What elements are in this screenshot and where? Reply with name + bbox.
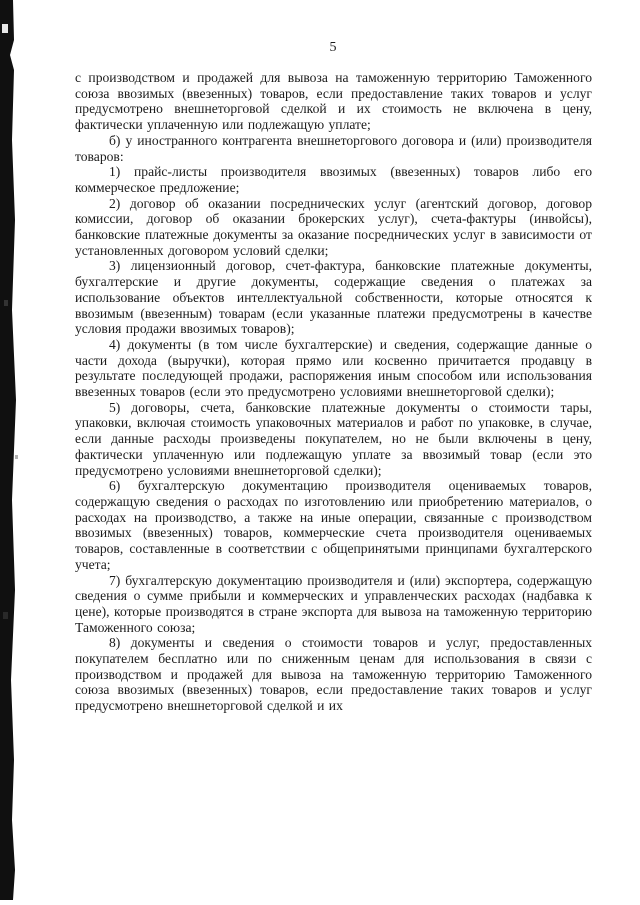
page-number: 5 xyxy=(329,40,338,55)
paragraph-item-3: 3) лицензионный договор, счет-фактура, банковские платежные документы, бухгалтерские и другие документы, содержащие сведения о платежах за использование объектов интеллектуальной собственности, которые относятся к ввозимым (ввезенным) товарам (если указанные платежи предусмотрены в качестве условия продажи ввозимых товаров); xyxy=(75,258,592,337)
paragraph-item-2: 2) договор об оказании посреднических услуг (агентский договор, договор комиссии, договор об оказании брокерских услуг), счета-фактуры (инвойсы), банковские платежные документы за оказание посреднических услуг в зависимости от установленных договором условий сделки; xyxy=(75,195,592,258)
paragraph-item-7: 7) бухгалтерскую документацию производителя и (или) экспортера, содержащую сведения о сумме прибыли и коммерческих и управленческих расходах (надбавка к цене), которые производятся в стране экспорта для вывоза на таможенную территорию Таможенного союза; xyxy=(75,572,592,635)
document-page xyxy=(75,40,592,714)
scan-binding-edge-shape xyxy=(0,0,22,900)
paragraph-item-6: 6) бухгалтерскую документацию производителя оцениваемых товаров, содержащую сведения о расходах по изготовлению или приобретению материалов, о расходах на производство, а также на иные операции, связанные с производством ввозимых (ввезенных) товаров, коммерческие счета производителя оцениваемых товаров, составленные в соответствии с общепринятыми принципами бухгалтерского учета; xyxy=(75,478,592,572)
text-column xyxy=(75,70,592,714)
paragraph-item-1: 1) прайс-листы производителя ввозимых (ввезенных) товаров либо его коммерческое предложение; xyxy=(75,164,592,195)
paragraph-item-5: 5) договоры, счета, банковские платежные документы о стоимости тары, упаковки, включая стоимость упаковочных материалов и работ по упаковке, в случае, если данные расходы произведены покупателем, но не были включены в цену, фактически уплаченную или подлежащую уплате за ввозимый товар (если это предусмотрено условиями внешнеторговой сделки); xyxy=(75,399,592,478)
paragraph-continuation: с производством и продажей для вывоза на таможенную территорию Таможенного союза ввозимых (ввезенных) товаров, если предоставление таких товаров и услуг предусмотрено внешнеторговой сделкой и их стоимость не включена в цену, фактически уплаченную или подлежащую уплате; xyxy=(75,70,592,133)
scan-binding-edge-artifact xyxy=(0,0,22,900)
paragraph-item-4: 4) документы (в том числе бухгалтерские) и сведения, содержащие данные о части дохода (выручки), которая прямо или косвенно причитается продавцу в результате последующей продажи, распоряжения иным способом или использования ввезенных товаров (если это предусмотрено условиями внешнеторговой сделки); xyxy=(75,336,592,400)
paragraph-item-b: б) у иностранного контрагента внешнеторгового договора и (или) производителя товаров: xyxy=(75,132,592,164)
paragraph-item-8: 8) документы и сведения о стоимости товаров и услуг, предоставленных покупателем бесплатно или по сниженным ценам для использования в связи с производством и продажей для вывоза на таможенную территорию Таможенного союза ввозимых (ввезенных) товаров, если предоставление таких товаров и услуг предусмотрено внешнеторговой сделкой и их xyxy=(75,635,592,714)
